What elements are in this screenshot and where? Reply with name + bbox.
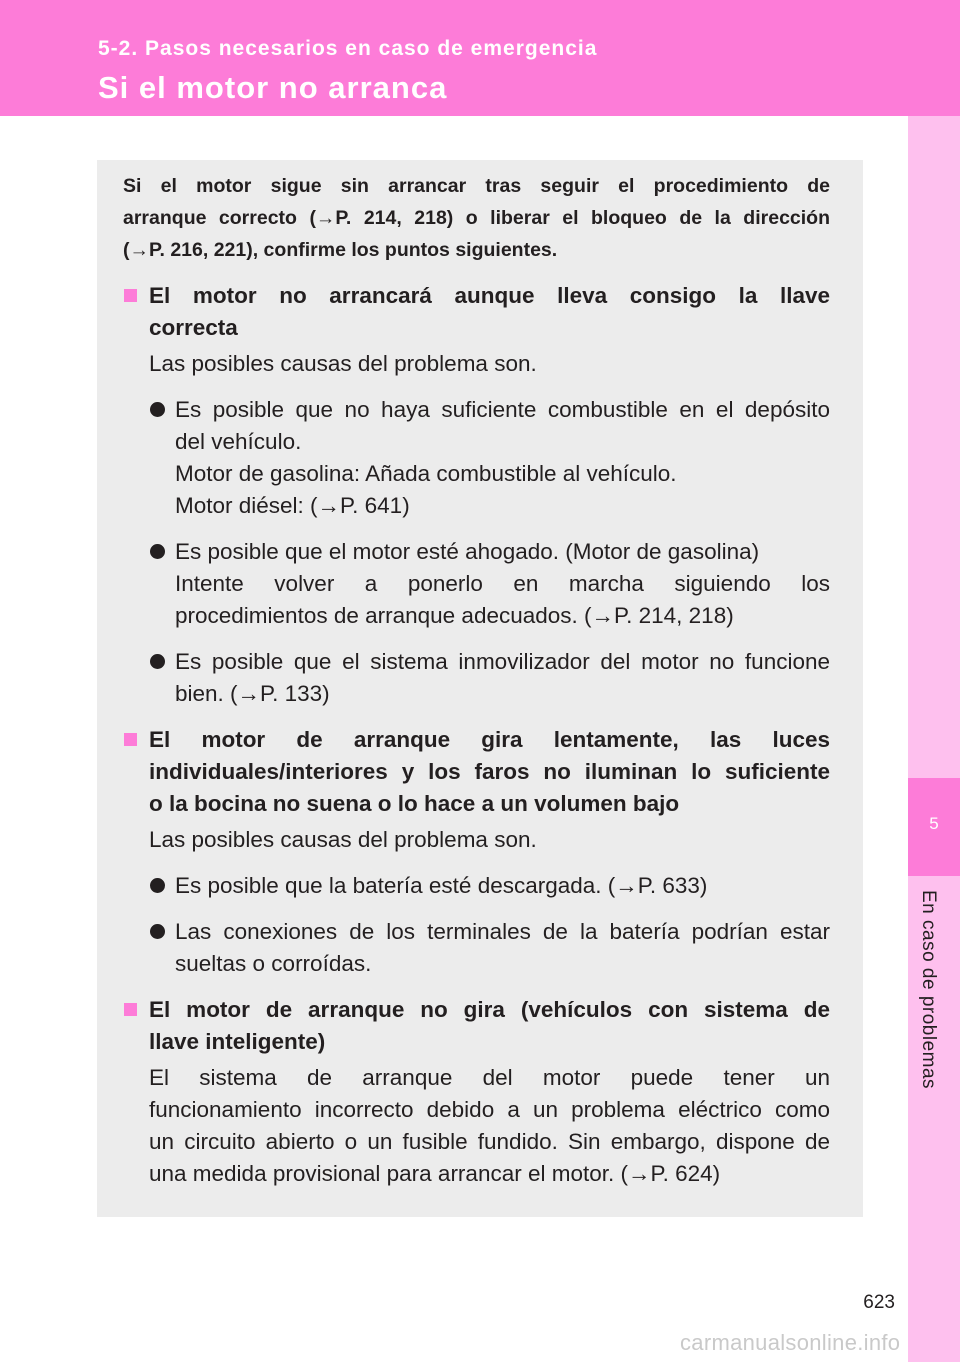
cause-text: Las posibles causas del problema son. <box>149 351 537 376</box>
intro-line: arranque correcto (→P. 214, 218) o liberar el bloqueo de la dirección <box>123 207 830 229</box>
heading-line: llave inteligente) <box>149 1029 326 1054</box>
body-line: una medida provisional para arrancar el motor. (→P. 624) <box>149 1161 721 1186</box>
square-bullet-icon <box>124 289 137 302</box>
bullet-line: bien. (→P. 133) <box>175 681 330 706</box>
heading-line: El motor no arrancará aunque lleva consigo la llave <box>149 283 830 308</box>
page-header <box>0 0 960 116</box>
body-text <box>149 1062 830 1190</box>
body-line: funcionamiento incorrecto debido a un problema eléctrico como <box>149 1097 830 1122</box>
intro-line: (→P. 216, 221), confirme los puntos siguientes. <box>123 239 558 261</box>
bullet-item <box>175 916 830 980</box>
bullet-line: Motor diésel: (→P. 641) <box>175 493 410 518</box>
chapter-number: 5 <box>929 814 939 833</box>
bullet-line: sueltas o corroídas. <box>175 951 372 976</box>
bullet-line: Las conexiones de los terminales de la batería podrían estar <box>175 919 830 944</box>
bullet-dot-icon <box>150 544 165 559</box>
heading-line: correcta <box>149 315 238 340</box>
section-heading <box>149 994 830 1058</box>
cause-text: Las posibles causas del problema son. <box>149 827 537 852</box>
bullet-line: Motor de gasolina: Añada combustible al vehículo. <box>175 461 677 486</box>
bullet-item <box>175 394 830 522</box>
bullet-line: del vehículo. <box>175 429 302 454</box>
heading-line: individuales/interiores y los faros no iluminan lo suficiente <box>149 759 830 784</box>
bullet-item <box>175 870 830 902</box>
square-bullet-icon <box>124 733 137 746</box>
bullet-line: procedimientos de arranque adecuados. (→P. 214, 218) <box>175 603 734 628</box>
bullet-item <box>175 646 830 710</box>
section-label: 5-2. Pasos necesarios en caso de emergencia <box>98 37 598 60</box>
bullet-line: Es posible que el motor esté ahogado. (Motor de gasolina) <box>175 539 760 564</box>
bullet-line: Es posible que el sistema inmovilizador del motor no funcione <box>175 649 830 674</box>
chapter-side-tab[interactable] <box>908 116 960 1362</box>
body-line: un circuito abierto o un fusible fundido. Sin embargo, dispone de <box>149 1129 830 1154</box>
bullet-dot-icon <box>150 402 165 417</box>
heading-line: El motor de arranque no gira (vehículos con sistema de <box>149 997 830 1022</box>
heading-line: El motor de arranque gira lentamente, las luces <box>149 727 830 752</box>
heading-line: o la bocina no suena o lo hace a un volumen bajo <box>149 791 680 816</box>
chapter-label: En caso de problemas <box>918 890 939 1090</box>
intro-text <box>123 170 830 266</box>
bullet-line: Es posible que no haya suficiente combustible en el depósito <box>175 397 830 422</box>
bullet-dot-icon <box>150 654 165 669</box>
square-bullet-icon <box>124 1003 137 1016</box>
watermark: carmanualsonline.info <box>680 1330 901 1355</box>
bullet-item <box>175 536 830 632</box>
bullet-line: Intente volver a ponerlo en marcha siguiendo los <box>175 571 830 596</box>
bullet-line: Es posible que la batería esté descargada. (→P. 633) <box>175 873 708 898</box>
intro-line: Si el motor sigue sin arrancar tras seguir el procedimiento de <box>123 175 830 197</box>
body-line: El sistema de arranque del motor puede tener un <box>149 1065 830 1090</box>
page-number: 623 <box>863 1292 895 1313</box>
bullet-dot-icon <box>150 924 165 939</box>
page-title: Si el motor no arranca <box>98 70 448 105</box>
section-heading <box>149 724 830 820</box>
section-heading <box>149 280 830 344</box>
bullet-dot-icon <box>150 878 165 893</box>
